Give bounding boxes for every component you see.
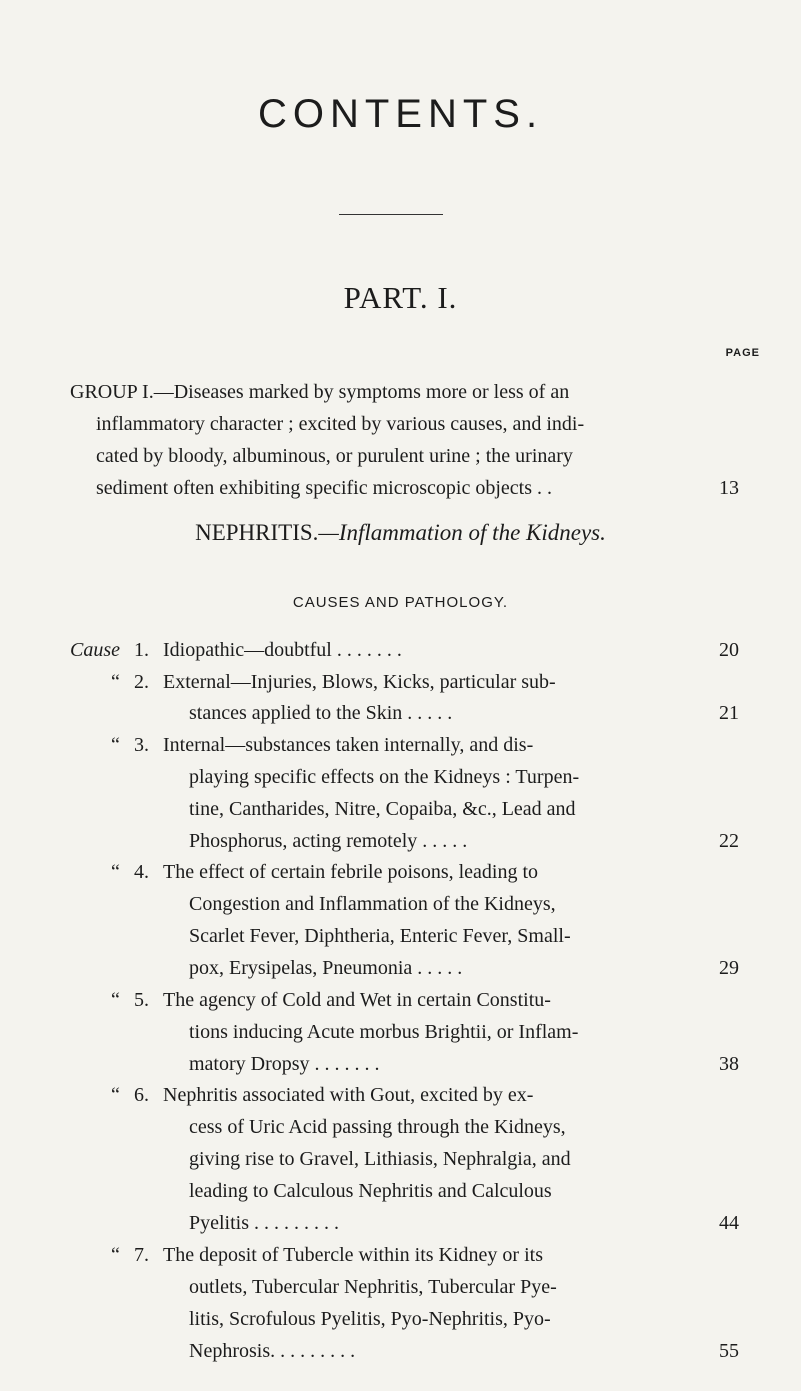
cause-line: Congestion and Inflammation of the Kidneys, <box>189 893 556 915</box>
cause-line: cess of Uric Acid passing through the Kidneys, <box>189 1116 566 1138</box>
cause-prefix: “ <box>111 1084 120 1106</box>
cause-prefix: “ <box>111 1244 120 1266</box>
group-line: inflammatory character ; excited by various causes, and indi- <box>96 413 585 435</box>
group-page-number: 13 <box>719 477 739 499</box>
cause-prefix: Cause <box>70 639 120 661</box>
cause-line: stances applied to the Skin . . . . . <box>189 702 453 724</box>
cause-line: Internal—substances taken internally, and dis- <box>163 734 534 756</box>
cause-page-number: 21 <box>719 702 739 724</box>
cause-page-number: 38 <box>719 1053 739 1075</box>
cause-line: Scarlet Fever, Diphtheria, Enteric Fever, Small- <box>189 925 571 947</box>
cause-prefix: “ <box>111 671 120 693</box>
cause-line: giving rise to Gravel, Lithiasis, Nephralgia, and <box>189 1148 571 1170</box>
cause-prefix: “ <box>111 734 120 756</box>
causes-subheading: CAUSES AND PATHOLOGY. <box>292 594 509 611</box>
cause-line: The effect of certain febrile poisons, leading to <box>163 861 539 883</box>
group-line: GROUP I.—Diseases marked by symptoms more or less of an <box>70 381 570 403</box>
group-line: sediment often exhibiting specific microscopic objects . . <box>96 477 552 499</box>
cause-page-number: 20 <box>719 639 739 661</box>
cause-line: Pyelitis . . . . . . . . . <box>189 1212 340 1234</box>
cause-number: 6. <box>134 1084 149 1106</box>
cause-number: 1. <box>134 639 149 661</box>
section-heading-subtitle: —Inflammation of the Kidneys. <box>318 520 606 545</box>
cause-number: 4. <box>134 861 149 883</box>
cause-number: 3. <box>134 734 149 756</box>
cause-line: tine, Cantharides, Nitre, Copaiba, &c., Lead and <box>189 798 576 820</box>
page-column-heading: PAGE <box>725 347 760 359</box>
cause-line: playing specific effects on the Kidneys : Turpen- <box>189 766 580 788</box>
cause-line: pox, Erysipelas, Pneumonia . . . . . <box>189 957 463 979</box>
cause-line: The deposit of Tubercle within its Kidney or its <box>163 1244 543 1266</box>
cause-page-number: 55 <box>719 1340 739 1362</box>
page-title: CONTENTS. <box>257 92 544 136</box>
cause-prefix: “ <box>111 989 120 1011</box>
cause-page-number: 22 <box>719 830 739 852</box>
cause-line: External—Injuries, Blows, Kicks, particular sub- <box>163 671 556 693</box>
cause-line: matory Dropsy . . . . . . . <box>189 1053 380 1075</box>
cause-page-number: 29 <box>719 957 739 979</box>
section-heading-main: NEPHRITIS. <box>195 520 319 545</box>
cause-line: litis, Scrofulous Pyelitis, Pyo-Nephritis, Pyo- <box>189 1308 551 1330</box>
section-heading <box>0 520 801 546</box>
cause-page-number: 44 <box>719 1212 739 1234</box>
cause-line: tions inducing Acute morbus Brightii, or Inflam- <box>189 1021 579 1043</box>
title-rule <box>339 214 443 215</box>
part-heading: PART. I. <box>343 280 458 315</box>
cause-line: Phosphorus, acting remotely . . . . . <box>189 830 468 852</box>
cause-line: The agency of Cold and Wet in certain Constitu- <box>163 989 551 1011</box>
cause-number: 7. <box>134 1244 149 1266</box>
cause-line: Idiopathic—doubtful . . . . . . . <box>163 639 402 661</box>
cause-prefix: “ <box>111 861 120 883</box>
cause-line: Nephrosis. . . . . . . . . <box>189 1340 356 1362</box>
cause-number: 2. <box>134 671 149 693</box>
cause-line: leading to Calculous Nephritis and Calculous <box>189 1180 552 1202</box>
cause-line: outlets, Tubercular Nephritis, Tubercular Pye- <box>189 1276 557 1298</box>
group-line: cated by bloody, albuminous, or purulent urine ; the urinary <box>96 445 573 467</box>
cause-number: 5. <box>134 989 149 1011</box>
cause-line: Nephritis associated with Gout, excited by ex- <box>163 1084 534 1106</box>
